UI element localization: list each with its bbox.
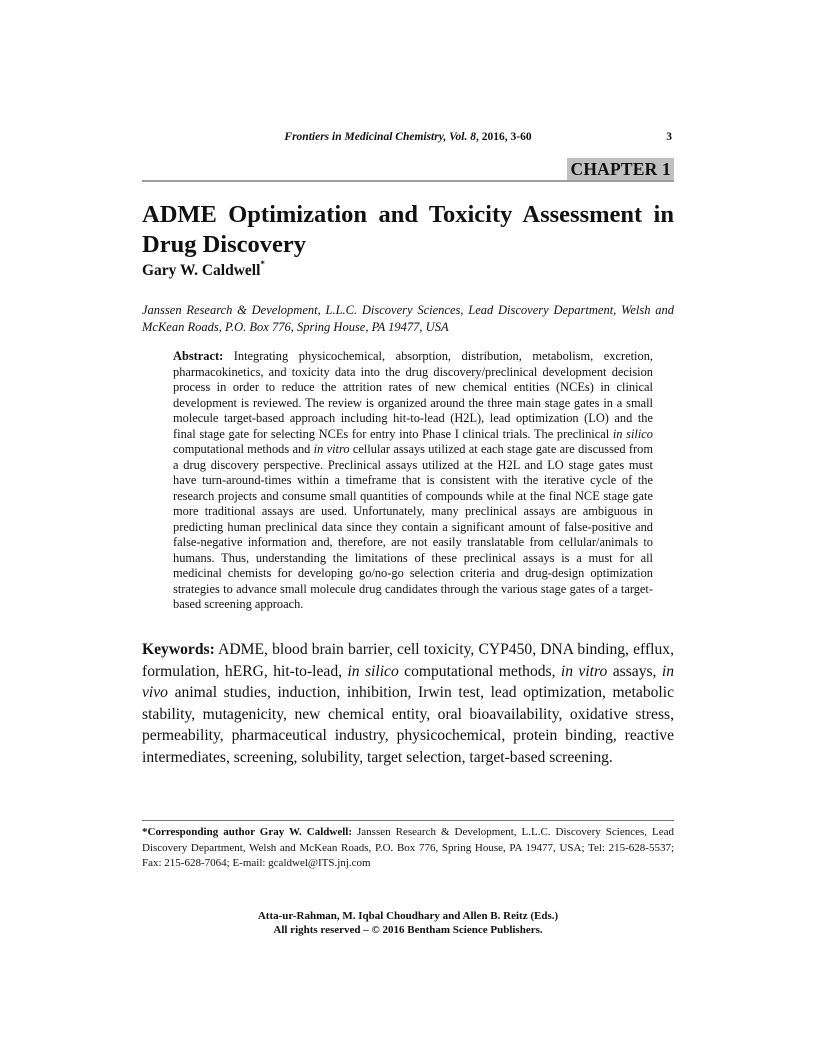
chapter-title: [142, 200, 674, 260]
author-name: Gary W. Caldwell: [142, 262, 261, 279]
abstract: [173, 349, 653, 613]
author-affiliation: Janssen Research & Development, L.L.C. Discovery Sciences, Lead Discovery Department, Welsh and McKean Roads, P.O. Box 776, Spring House, PA 19477, USA: [142, 303, 674, 334]
running-head: [142, 131, 674, 147]
chapter-title-line-1: ADME Optimization and Toxicity Assessment in: [142, 201, 674, 228]
keywords-italic-in-vitro: in vitro: [560, 662, 608, 680]
author: [142, 259, 265, 280]
journal-year-pages: , 2016, 3-60: [476, 131, 532, 143]
header-divider: [142, 180, 674, 182]
abstract-text-1: Integrating physicochemical, absorption, distribution, metabolism, excretion, pharmacokinetics, and toxicity data into the drug discovery/preclinical development decision process in order to reduce the attrition rates of new chemical entities (NCEs) in clinical development is reviewed. The review is organized around the three main stage gates in a small molecule target-based approach including hit-to-lead (H2L), lead optimization (LO) and the final stage gate for selecting NCEs for entry into Phase I clinical trials. The preclinical: [173, 349, 653, 441]
footnote-label: *Corresponding author Gray W. Caldwell:: [142, 826, 353, 838]
page-number: 3: [666, 131, 672, 143]
editors-credit: [142, 909, 674, 937]
abstract-text-2: computational methods and: [173, 442, 314, 456]
keywords-text-4: animal studies, induction, inhibition, Irwin test, lead optimization, metabolic stability, mutagenicity, new chemical entity, oral bioavailability, oxidative stress, permeability, pharmaceutical industry, physicochemical, protein binding, reactive intermediates, screening, solubility, target selection, target-based screening.: [142, 684, 674, 766]
footnote-divider: [142, 820, 674, 821]
keywords-italic-in-silico: in silico: [347, 662, 399, 680]
abstract-text-3: cellular assays utilized at each stage gate are discussed from a drug discovery perspective. Preclinical assays utilized at the H2L and LO stage gates must have turn-around-times within a timeframe that is consistent with the iterative cycle of the research projects and consume small quantities of compounds while at the final NCE stage gate more traditional assays are used. Unfortunately, many preclinical assays are ambiguous in predicting human preclinical data since they contain a significant amount of false-positive and false-negative information and, therefore, are not easily translatable from cellular/animals to humans. Thus, understanding the limitations of these preclinical assays is a must for all medicinal chemists for developing go/no-go selection criteria and drug-design optimization strategies to advance small molecule drug candidates through the various stage gates of a target-based screening approach.: [173, 442, 653, 611]
keywords-text-3: assays,: [607, 662, 662, 680]
footnote-text: Janssen Research & Development, L.L.C. Discovery Sciences, Lead Discovery Department, Welsh and McKean Roads, P.O. Box 776, Spring House, PA 19477, USA; Tel: 215-628-5537; Fax: 215-628-7064; E-mail: gcaldwel@ITS.jnj.com: [142, 826, 675, 869]
chapter-label: CHAPTER 1: [567, 158, 675, 180]
copyright-notice: All rights reserved – © 2016 Bentham Science Publishers.: [273, 924, 543, 936]
keywords-italic-in-vivo: in vivo: [142, 662, 674, 702]
keywords-text-1: ADME, blood brain barrier, cell toxicity, CYP450, DNA binding, efflux, formulation, hERG, hit-to-lead,: [142, 641, 674, 680]
journal-name: Frontiers in Medicinal Chemistry, Vol. 8: [284, 131, 476, 143]
abstract-label: Abstract:: [173, 349, 224, 363]
abstract-italic-in-vitro: in vitro: [313, 442, 350, 456]
chapter-title-line-2: Drug Discovery: [142, 231, 306, 258]
keywords-text-2: computational methods,: [398, 662, 561, 680]
keywords: [142, 639, 674, 769]
journal-citation: [142, 131, 674, 143]
keywords-label: Keywords:: [142, 641, 215, 658]
corresponding-author-footnote: [142, 825, 674, 872]
author-footnote-marker[interactable]: *: [260, 259, 265, 269]
editors-names: Atta-ur-Rahman, M. Iqbal Choudhary and Allen B. Reitz (Eds.): [257, 910, 559, 922]
abstract-italic-in-silico: in silico: [612, 426, 653, 441]
